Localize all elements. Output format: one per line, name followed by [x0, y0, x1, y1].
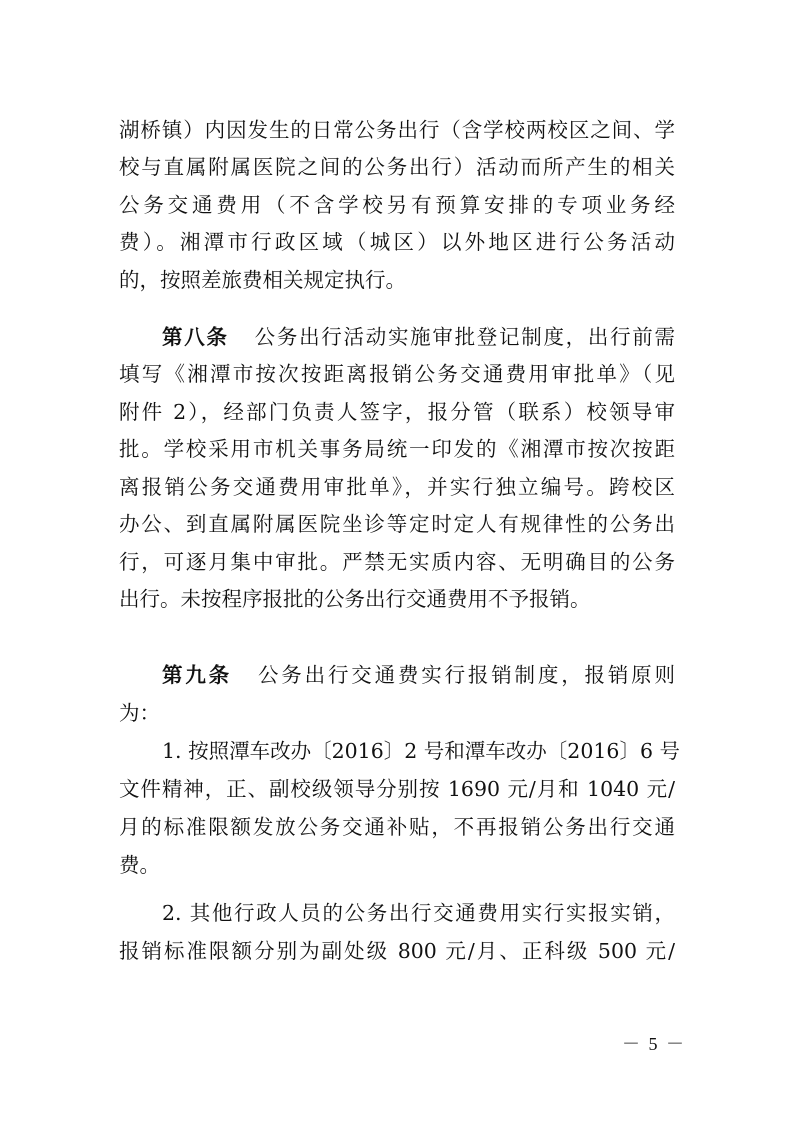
- paragraph-line: 行，可逐月集中审批。严禁无实质内容、无明确目的公务: [119, 550, 675, 574]
- paragraph-line: 的，按照差旅费相关规定执行。: [119, 268, 406, 292]
- paragraph-line: 费）。湘潭市行政区域（城区）以外地区进行公务活动: [119, 230, 675, 254]
- paragraph-line: 报销标准限额分别为副处级 800 元/月、正科级 500 元/: [119, 939, 675, 963]
- paragraph-line: 为：: [119, 701, 160, 725]
- article-8-heading: 第八条: [162, 325, 229, 349]
- article-9-first-line: [162, 661, 675, 689]
- page-number: － 5 －: [622, 1034, 686, 1054]
- article-8-first-line: [162, 323, 675, 351]
- item-2-first-line: 2. 其他行政人员的公务出行交通费用实行实报实销，: [162, 901, 675, 925]
- paragraph-line: 费。: [119, 853, 160, 877]
- paragraph-line: 月的标准限额发放公务交通补贴，不再报销公务出行交通: [119, 815, 675, 839]
- article-8-text: 公务出行活动实施审批登记制度，出行前需: [254, 325, 676, 349]
- paragraph-line: 湖桥镇）内因发生的日常公务出行（含学校两校区之间、学: [119, 118, 675, 142]
- paragraph-line: 校与直属附属医院之间的公务出行）活动而所产生的相关: [119, 155, 675, 179]
- paragraph-line: 填写《湘潭市按次按距离报销公务交通费用审批单》（见: [119, 362, 675, 386]
- paragraph-line: 公务交通费用（不含学校另有预算安排的专项业务经: [119, 193, 675, 217]
- paragraph-line: 批。学校采用市机关事务局统一印发的《湘潭市按次按距: [119, 437, 675, 461]
- paragraph-line: 文件精神，正、副校级领导分别按 1690 元/月和 1040 元/: [119, 777, 675, 801]
- article-9-text: 公务出行交通费实行报销制度，报销原则: [257, 663, 676, 687]
- paragraph-line: 附件 2），经部门负责人签字，报分管（联系）校领导审: [119, 400, 675, 424]
- article-9-heading: 第九条: [162, 663, 232, 687]
- paragraph-line: 出行。未按程序报批的公务出行交通费用不予报销。: [119, 587, 591, 611]
- paragraph-line: 办公、到直属附属医院坐诊等定时定人有规律性的公务出: [119, 512, 675, 536]
- item-1-first-line: 1. 按照潭车改办〔2016〕2 号和潭车改办〔2016〕6 号: [162, 739, 681, 763]
- paragraph-line: 离报销公务交通费用审批单》，并实行独立编号。跨校区: [119, 475, 675, 499]
